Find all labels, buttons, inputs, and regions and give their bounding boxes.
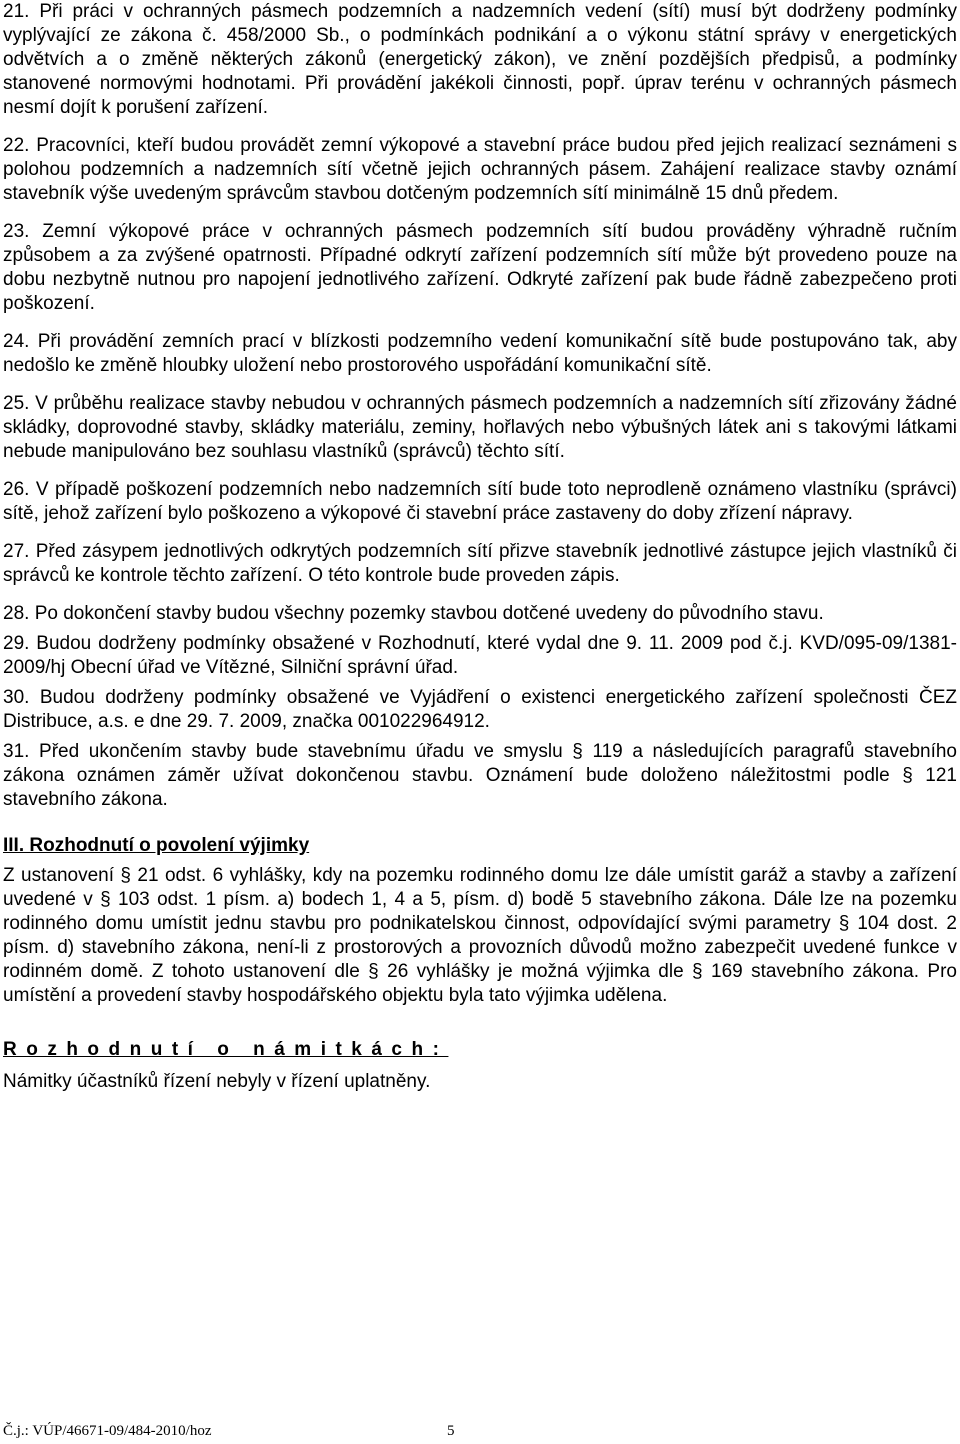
condition-27-text: 27. Před zásypem jednotlivých odkrytých podzemních sítí přizve stavebník jednotlivé zástupce jejich vlastníků či správců ke kontrole těchto zařízení. O této kontrole bude proveden zápis. [3, 541, 957, 586]
condition-22 [3, 134, 957, 206]
condition-29 [3, 632, 957, 680]
page-number: 5 [447, 1423, 455, 1439]
condition-30-text: 30. Budou dodrženy podmínky obsažené ve Vyjádření o existenci energetického zařízení společnosti ČEZ Distribuce, a.s. e dne 29. 7. 2009, značka 001022964912. [3, 687, 957, 732]
section-heading-objections: Rozhodnutí o námitkách: [3, 1039, 449, 1060]
condition-30 [3, 686, 957, 734]
objections-text [3, 1070, 957, 1094]
condition-24-text: 24. Při provádění zemních prací v blízkosti podzemního vedení komunikační sítě bude postupováno tak, aby nedošlo ke změně hloubky uložení nebo prostorového uspořádání komunikační sítě. [3, 331, 957, 376]
condition-21 [3, 0, 957, 120]
condition-23-text: 23. Zemní výkopové práce v ochranných pásmech podzemních sítí budou prováděny výhradně ručním způsobem a za zvýšené opatrnosti. Případné odkrytí zařízení podzemních sítí může být provedeno pouze na dobu nezbytně nutnou pro napojení jednotlivého zařízení. Odkryté zařízení pak bude řádně zabezpečeno proti poškození. [3, 221, 957, 314]
page-footer [0, 1422, 960, 1442]
condition-26 [3, 478, 957, 526]
condition-28 [3, 602, 957, 626]
section-exception-paragraph: Z ustanovení § 21 odst. 6 vyhlášky, kdy na pozemku rodinného domu lze dále umístit garáž a stavby a zařízení uvedené v § 103 odst. 1 písm. a) bodech 1, 4 a 5, písm. d) bodě 5 stavebního zákona. Dále lze na pozemku rodinného domu umístit jednu stavbu pro podnikatelskou činnost, odpovídající svými parametry § 104 dost. 2 písm. d) stavebního zákona, není-li z prostorových a provozních důvodů možno zabezpečit uvedené funkce v rodinném domě. Z tohoto ustanovení dle § 26 vyhlášky je možná výjimka dle § 169 stavebního zákona. Pro umístění a provedení stavby hospodářského objektu byla tato výjimka udělena. [3, 865, 957, 1006]
condition-26-text: 26. V případě poškození podzemních nebo nadzemních sítí bude toto neprodleně oznámeno vlastníku (správci) sítě, jehož zařízení bylo poškozeno a výkopové či stavební práce zastaveny do doby zřízení nápravy. [3, 479, 957, 524]
condition-25-text: 25. V průběhu realizace stavby nebudou v ochranných pásmech podzemních a nadzemních sítí zřizovány žádné skládky, doprovodné stavby, skládky materiálu, zeminy, hořlavých nebo výbušných látek ani s takovými látkami nebude manipulováno bez souhlasu vlastníků (správců) těchto sítí. [3, 393, 957, 462]
condition-22-text: 22. Pracovníci, kteří budou provádět zemní výkopové a stavební práce budou před jejich realizací seznámeni s polohou podzemních a nadzemních sítí včetně jejich ochranných pásem. Zahájení realizace stavby oznámí stavebník výše uvedeným správcům stavbou dotčeným podzemních sítí minimálně 15 dnů předem. [3, 135, 957, 204]
condition-23 [3, 220, 957, 316]
objections-paragraph: Námitky účastníků řízení nebyly v řízení uplatněny. [3, 1071, 431, 1092]
condition-31-text: 31. Před ukončením stavby bude stavebnímu úřadu ve smyslu § 119 a následujících paragrafů stavebního zákona oznámen záměr užívat dokončenou stavbu. Oznámení bude doloženo náležitostmi podle § 121 stavebního zákona. [3, 741, 957, 810]
condition-25 [3, 392, 957, 464]
condition-21-text: 21. Při práci v ochranných pásmech podzemních a nadzemních vedení (sítí) musí být dodrženy podmínky vyplývající ze zákona č. 458/2000 Sb., o podmínkách podnikání a o výkonu státní správy v energetických odvětvích a o změně některých zákonů (energetický zákon), ve znění pozdějších předpisů, a podmínky stanovené normovými hodnotami. Při provádění jakékoli činnosti, popř. úprav terénu v ochranných pásmech nesmí dojít k porušení zařízení. [3, 1, 957, 118]
condition-24 [3, 330, 957, 378]
section-exception-text [3, 864, 957, 1008]
condition-29-text: 29. Budou dodrženy podmínky obsažené v Rozhodnutí, které vydal dne 9. 11. 2009 pod č.j. KVD/095-09/1381-2009/hj Obecní úřad ve Vítězné, Silniční správní úřad. [3, 633, 957, 678]
document-body [3, 0, 957, 1108]
condition-27 [3, 540, 957, 588]
condition-31 [3, 740, 957, 812]
condition-28-text: 28. Po dokončení stavby budou všechny pozemky stavbou dotčené uvedeny do původního stavu. [3, 603, 824, 624]
document-reference: Č.j.: VÚP/46671-09/484-2010/hoz [3, 1423, 212, 1439]
section-heading-exception: III. Rozhodnutí o povolení výjimky [3, 835, 310, 856]
